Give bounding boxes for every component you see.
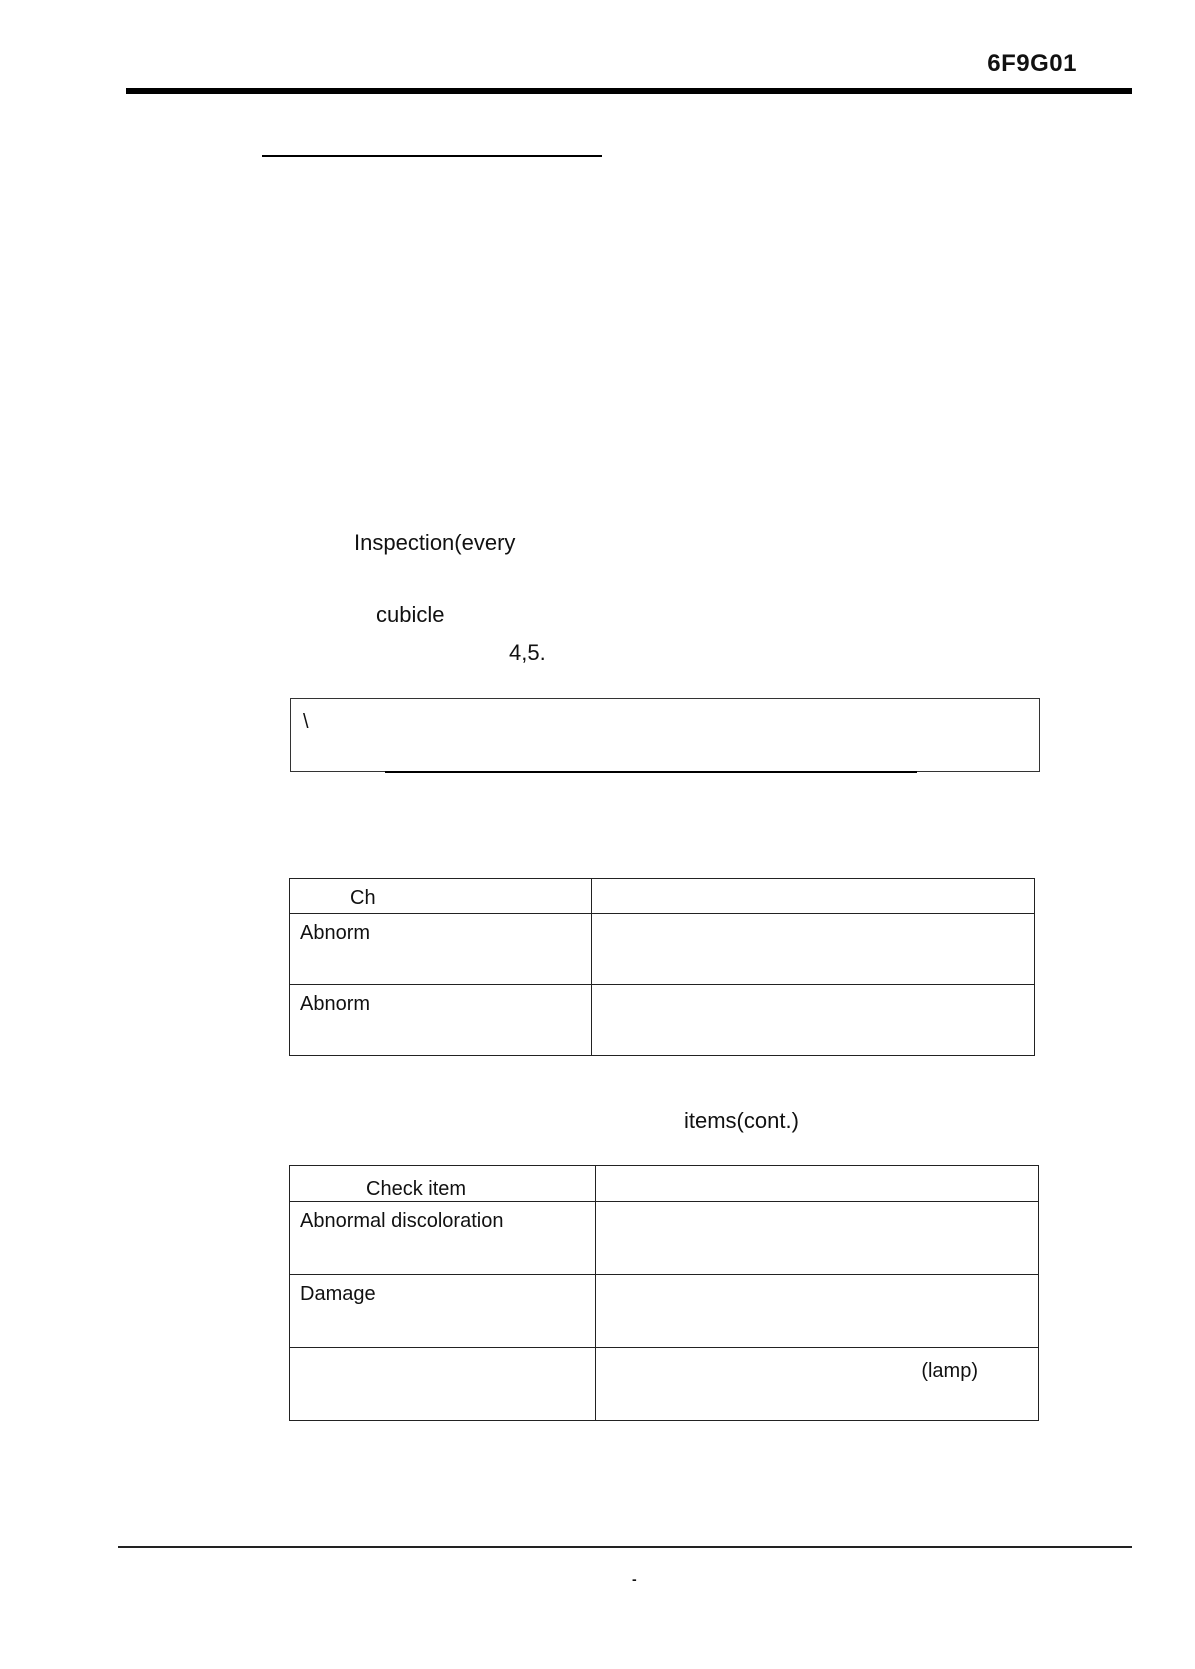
table-header-cell [596,1166,1039,1202]
table-cell: (lamp) [596,1348,1039,1421]
inspection-table-1 [289,878,1035,1056]
table-row [290,985,1035,1056]
table-row [290,1348,1039,1421]
text-fragment-cubicle: cubicle [376,602,445,627]
table-header-row [290,1166,1039,1202]
page-number: - [632,1571,637,1587]
table-cell [592,914,1035,985]
table-row [290,1275,1039,1348]
table-cell [290,1348,596,1421]
table-header-cell: Check item [290,1166,596,1202]
note-mark: \ [303,711,309,733]
table-2-caption: items(cont.) [684,1108,799,1133]
table-header-cell: Ch [290,879,592,914]
table-cell [596,1275,1039,1348]
table-header-cell [592,879,1035,914]
inspection-table-2 [289,1165,1039,1421]
table-cell [592,985,1035,1056]
text-fragment-inspection: Inspection(every [354,530,516,555]
table-row [290,1202,1039,1275]
table-cell [596,1202,1039,1275]
table-cell: Abnorm [290,985,592,1056]
table-cell: Abnormal discoloration [290,1202,596,1275]
footer-rule [118,1546,1132,1548]
title-underline [262,155,602,157]
header-rule [126,88,1132,94]
text-fragment-section-ref: 4,5. [509,640,546,665]
note-box [290,698,1040,772]
table-row [290,914,1035,985]
table-cell: Abnorm [290,914,592,985]
note-box-bottom-rule [385,771,917,773]
table-header-row [290,879,1035,914]
document-code: 6F9G01 [987,50,1077,77]
table-cell: Damage [290,1275,596,1348]
